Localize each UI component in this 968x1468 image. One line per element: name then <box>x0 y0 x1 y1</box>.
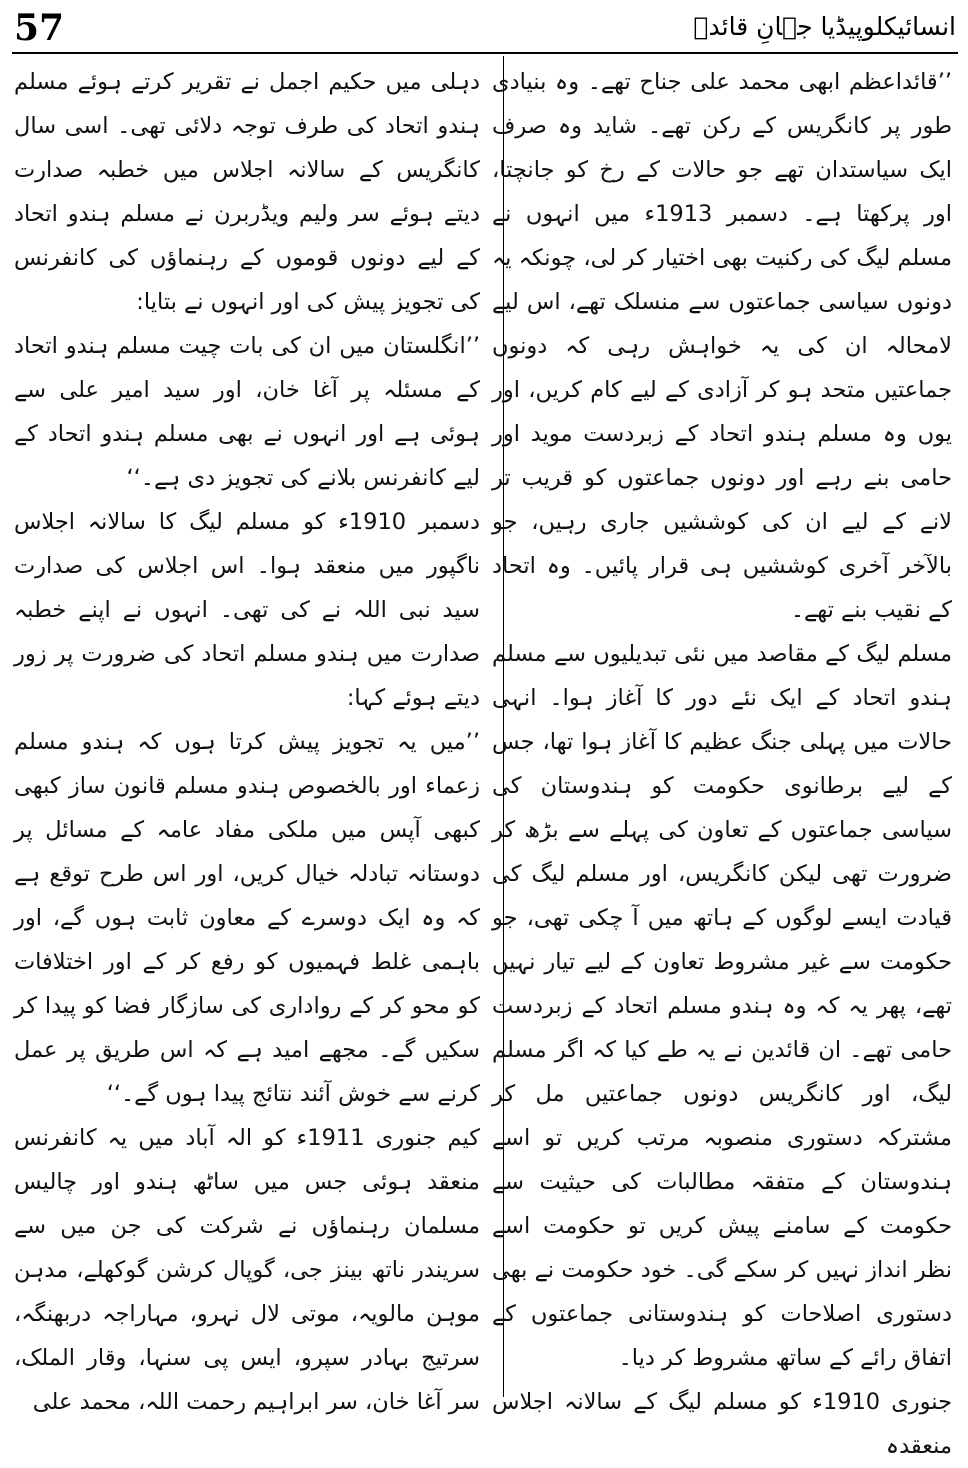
paragraph: دہلی میں حکیم اجمل نے تقریر کرتے ہوئے مسلم ہندو اتحاد کی طرف توجہ دلائی تھی۔ اسی سال کانگریس کے سالانہ اجلاس میں خطبہ صدارت دیتے ہوئے سر ولیم ویڈربرن نے مسلم ہندو اتحاد کے لیے دونوں قوموں کے رہنماؤں کی کانفرنس کی تجویز پیش کی اور انہوں نے بتایا: <box>14 69 480 315</box>
page-number: 57 <box>14 7 65 49</box>
paragraph: جنوری 1910ء کو مسلم لیگ کے سالانہ اجلاس منعقدہ <box>492 1389 952 1459</box>
paragraph: کیم جنوری 1911ء کو الہ آباد میں یہ کانفرنس منعقد ہوئی جس میں ساٹھ ہندو اور چالیس مسلمان رہنماؤں نے شرکت کی جن میں سے سریندر ناتھ بینز جی، گوپال کرشن گوکھلے، مدہن موہن مالویہ، موتی لال نہرو، مہاراجہ دربھنگہ، سرتیج بہادر سپرو، ایس پی سنہا، وقار الملک، سر آغا خان، سر ابراہیم رحمت اللہ، محمد علی <box>14 1125 481 1415</box>
right-column <box>492 60 953 1459</box>
paragraph: دسمبر 1910ء کو مسلم لیگ کا سالانہ اجلاس ناگپور میں منعقد ہوا۔ اس اجلاس کی صدارت سید نبی اللہ نے کی تھی۔ انہوں نے اپنے خطبہ صدارت میں ہندو مسلم اتحاد کی ضرورت پر زور دیتے ہوئے کہا: <box>14 509 480 711</box>
header-rule <box>12 52 958 54</box>
left-column <box>14 60 481 1415</box>
paragraph: مسلم لیگ کے مقاصد میں نئی تبدیلیوں سے مسلم ہندو اتحاد کے ایک نئے دور کا آغاز ہوا۔ انہی حالات میں پہلی جنگ عظیم کا آغاز ہوا تھا، جس کے لیے برطانوی حکومت کو ہندوستان کی سیاسی جماعتوں کے تعاون کی پہلے سے بڑھ کر ضرورت تھی لیکن کانگریس، اور مسلم لیگ کی قیادت ایسے لوگوں کے ہاتھ میں آ چکی تھی، جو حکومت سے غیر مشروط تعاون کے لیے تیار نہیں تھے، پھر یہ کہ وہ ہندو مسلم اتحاد کے زبردست حامی تھے۔ ان قائدین نے یہ طے کیا کہ اگر مسلم لیگ، اور کانگریس دونوں جماعتیں مل کر مشترکہ دستوری منصوبہ مرتب کریں تو اسے ہندوستان کے متفقہ مطالبات کی حیثیت سے حکومت کے سامنے پیش کریں تو حکومت اسے نظر انداز نہیں کر سکے گی۔ خود حکومت نے بھی دستوری اصلاحات کو ہندوستانی جماعتوں کے اتفاق رائے کے ساتھ مشروط کر دیا۔ <box>492 641 952 1371</box>
paragraph: ’’قائداعظم ابھی محمد علی جناح تھے۔ وہ بنیادی طور پر کانگریس کے رکن تھے۔ شاید وہ صرف ایک سیاستدان تھے جو حالات کے رخ کو جانچتا، اور پرکھتا ہے۔ دسمبر 1913ء میں انہوں نے مسلم لیگ کی رکنیت بھی اختیار کر لی، چونکہ یہ دونوں سیاسی جماعتوں سے منسلک تھے، اس لیے لامحالہ ان کی یہ خواہش رہی کہ دونوں جماعتیں متحد ہو کر آزادی کے لیے کام کریں، اور یوں وہ مسلم ہندو اتحاد کے زبردست موید اور حامی بنے رہے اور دونوں جماعتوں کو قریب تر لانے کے لیے ان کی کوششیں جاری رہیں، جو بالآخر آخری کوششیں ہی قرار پائیں۔ وہ اتحاد کے نقیب بنے تھے۔ <box>492 69 953 623</box>
quote-paragraph: ’’میں یہ تجویز پیش کرتا ہوں کہ ہندو مسلم زعماء اور بالخصوص ہندو مسلم قانون ساز کبھی کبھی آپس میں ملکی مفاد عامہ کے مسائل پر دوستانہ تبادلہ خیال کریں، اور اس طرح توقع ہے کہ وہ ایک دوسرے کے معاون ثابت ہوں گے، اور باہمی غلط فہمیوں کو رفع کر کے اور اختلافات کو محو کر کے رواداری کی سازگار فضا کو پیدا کر سکیں گے۔ مجھے امید ہے کہ اس طریق پر عمل کرنے سے خوش آئند نتائج پیدا ہوں گے۔‘‘ <box>14 729 480 1107</box>
running-title: انسائیکلوپیڈیا جہانِ قائدؒ <box>693 12 956 41</box>
quote-paragraph: ’’انگلستان میں ان کی بات چیت مسلم ہندو اتحاد کے مسئلہ پر آغا خان، اور سید امیر علی سے ہوئی ہے اور انہوں نے بھی مسلم ہندو اتحاد کے لیے کانفرنس بلانے کی تجویز دی ہے۔‘‘ <box>14 333 480 491</box>
